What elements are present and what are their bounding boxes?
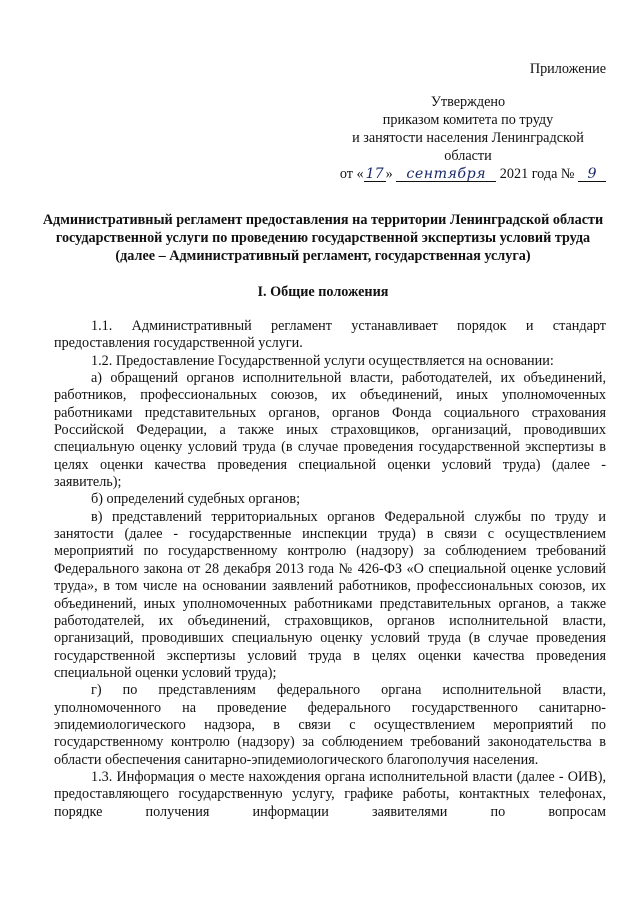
section-heading: I. Общие положения [257, 284, 389, 300]
order-date-line [300, 165, 606, 183]
handwritten-day: 17 [365, 166, 384, 182]
document-body [54, 318, 606, 821]
document-title: Административный регламент предоставления на территории Ленинградской области государственной услуги по проведению государственной экспертизы условий труда (далее – Административный регламент, государственная услуга) [42, 212, 604, 264]
date-year: 2021 года № [499, 166, 575, 182]
date-mid: » [385, 166, 393, 182]
paragraph: б) определений судебных органов; [91, 491, 301, 508]
date-prefix: от « [339, 166, 364, 182]
handwritten-month: сентября [396, 167, 496, 182]
paragraph: 1.3. Информация о месте нахождения органа исполнительной власти (далее - ОИВ), предоставляющего государственную услугу, графике работы, контактных телефонах, порядке получения информации заявителями по вопросам [54, 768, 606, 820]
approval-block [330, 93, 606, 165]
paragraph: 1.1. Административный регламент устанавливает порядок и стандарт предоставления государственной услуги. [54, 318, 606, 352]
paragraph: 1.2. Предоставление Государственной услуги осуществляется на основании: [91, 352, 554, 369]
approval-line: приказом комитета по труду [382, 112, 554, 128]
paragraph: а) обращений органов исполнительной власти, работодателей, их объединений, работников, профессиональных союзов, их объединений, иных уполномоченных работниками представительных органов, органов Фонда социального страхования Российской Федерации, а также иных страховщиков, организаций, проводивших специальную оценку условий труда (в случае проведения государственной экспертизы в целях оценки качества проведения специальной оценки условий труда) (далее - заявитель); [54, 370, 606, 491]
paragraph: г) по представлениям федерального органа исполнительной власти, уполномоченного на проведение федерального государственного санитарно-эпидемиологического надзора, в связи с осуществлением мероприятий по государственному контролю (надзору) за соблюдением требований законодательства в области обеспечения санитарно-эпидемиологического благополучия населения. [54, 682, 606, 768]
paragraph: в) представлений территориальных органов Федеральной службы по труду и занятости (далее - государственные инспекции труда) в связи с осуществлением мероприятий по государственному контролю (надзору) за соблюдением требований Федерального закона от 28 декабря 2013 года № 426-ФЗ «О специальной оценке условий труда», в том числе на основании заявлений работников, профессиональных союзов, их объединений, иных уполномоченных работниками представительных органов, а также работодателей, их объединений, страховщиков, органов исполнительной власти, организаций, проводивших специальную оценку условий труда (в случае проведения государственной экспертизы условий труда в целях оценки качества проведения специальной оценки условий труда); [54, 508, 606, 681]
approval-line: Утверждено [430, 94, 506, 110]
approval-line: и занятости населения Ленинградской [352, 130, 584, 146]
handwritten-order-number: 9 [578, 167, 606, 182]
appendix-label: Приложение [529, 61, 606, 77]
approval-line: области [444, 148, 492, 164]
